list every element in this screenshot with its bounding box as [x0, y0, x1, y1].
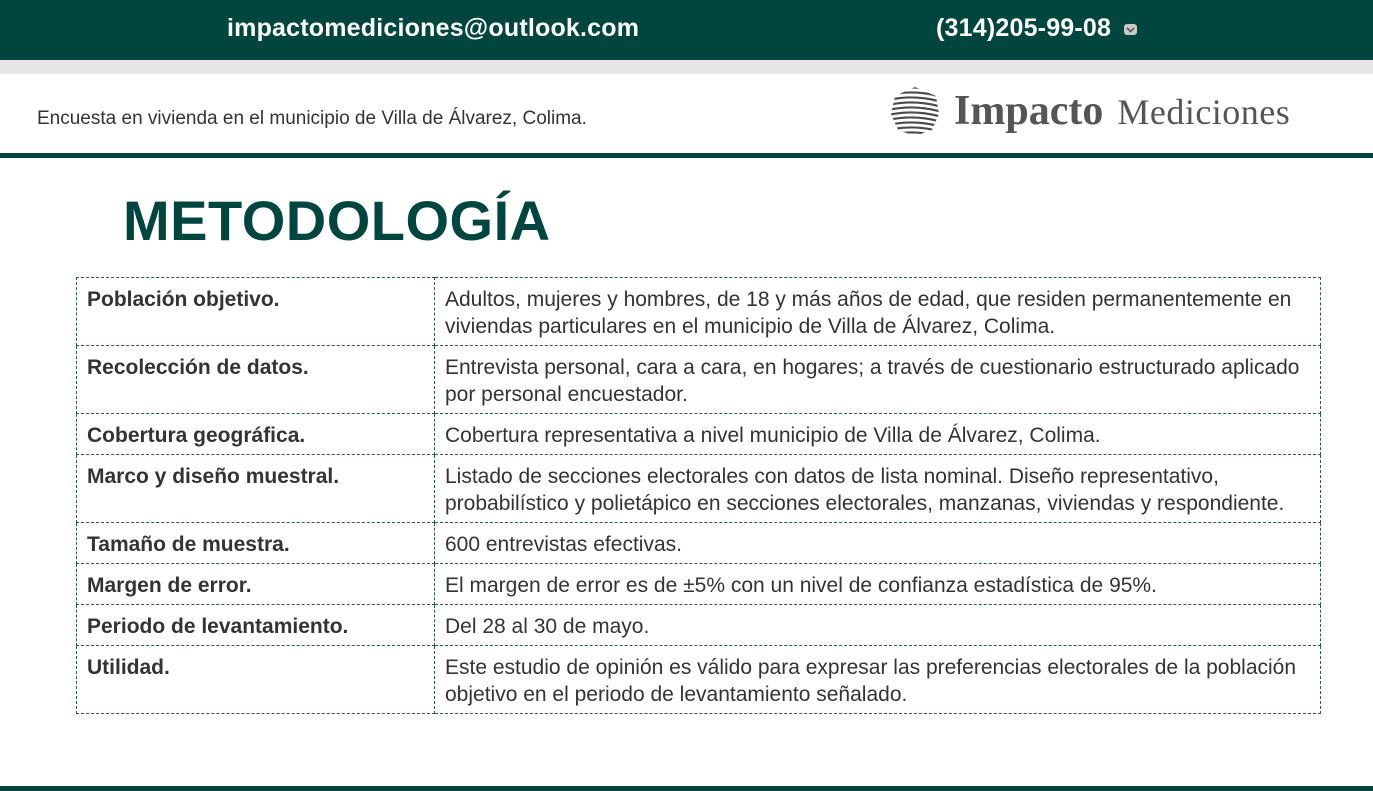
brand-name-regular: Mediciones — [1117, 92, 1291, 132]
row-value: Adultos, mujeres y hombres, de 18 y más años de edad, que residen permanentemente en viviendas particulares en el municipio de Villa de Álvarez, Colima. — [435, 278, 1321, 346]
row-label: Marco y diseño muestral. — [77, 455, 435, 523]
brand-name-bold: Impacto — [954, 88, 1104, 134]
row-value: El margen de error es de ±5% con un nivel de confianza estadística de 95%. — [435, 564, 1321, 605]
table-row — [77, 523, 1321, 564]
company-logo — [888, 84, 1290, 138]
methodology-table — [76, 277, 1321, 714]
table-row — [77, 278, 1321, 346]
header-rule — [0, 153, 1373, 158]
row-label: Periodo de levantamiento. — [77, 605, 435, 646]
row-value: Este estudio de opinión es válido para expresar las preferencias electorales de la población objetivo en el periodo de levantamiento señalado. — [435, 646, 1321, 714]
row-value: Del 28 al 30 de mayo. — [435, 605, 1321, 646]
row-label: Tamaño de muestra. — [77, 523, 435, 564]
table-row — [77, 414, 1321, 455]
row-label: Utilidad. — [77, 646, 435, 714]
row-label: Recolección de datos. — [77, 346, 435, 414]
row-value: Cobertura representativa a nivel municipio de Villa de Álvarez, Colima. — [435, 414, 1321, 455]
email-link[interactable]: impactomediciones@outlook.com — [227, 14, 640, 42]
striped-globe-logo-icon — [888, 84, 942, 138]
table-row — [77, 455, 1321, 523]
chevron-down-icon[interactable] — [1124, 24, 1137, 35]
table-row — [77, 346, 1321, 414]
row-value: Entrevista personal, cara a cara, en hogares; a través de cuestionario estructurado aplicado por personal encuestador. — [435, 346, 1321, 414]
table-row — [77, 564, 1321, 605]
phone-number[interactable]: (314)205-99-08 — [936, 14, 1112, 42]
header-divider-band — [0, 60, 1373, 74]
row-label: Margen de error. — [77, 564, 435, 605]
page-title: METODOLOGÍA — [123, 189, 551, 252]
table-row — [77, 646, 1321, 714]
survey-subtitle: Encuesta en vivienda en el municipio de Villa de Álvarez, Colima. — [37, 108, 587, 129]
table-row — [77, 605, 1321, 646]
row-value: 600 entrevistas efectivas. — [435, 523, 1321, 564]
row-value: Listado de secciones electorales con datos de lista nominal. Diseño representativo, probabilístico y polietápico en secciones electorales, manzanas, viviendas y respondiente. — [435, 455, 1321, 523]
row-label: Población objetivo. — [77, 278, 435, 346]
footer-rule — [0, 786, 1373, 791]
row-label: Cobertura geográfica. — [77, 414, 435, 455]
brand-name — [954, 87, 1290, 135]
top-contact-bar — [0, 0, 1373, 60]
